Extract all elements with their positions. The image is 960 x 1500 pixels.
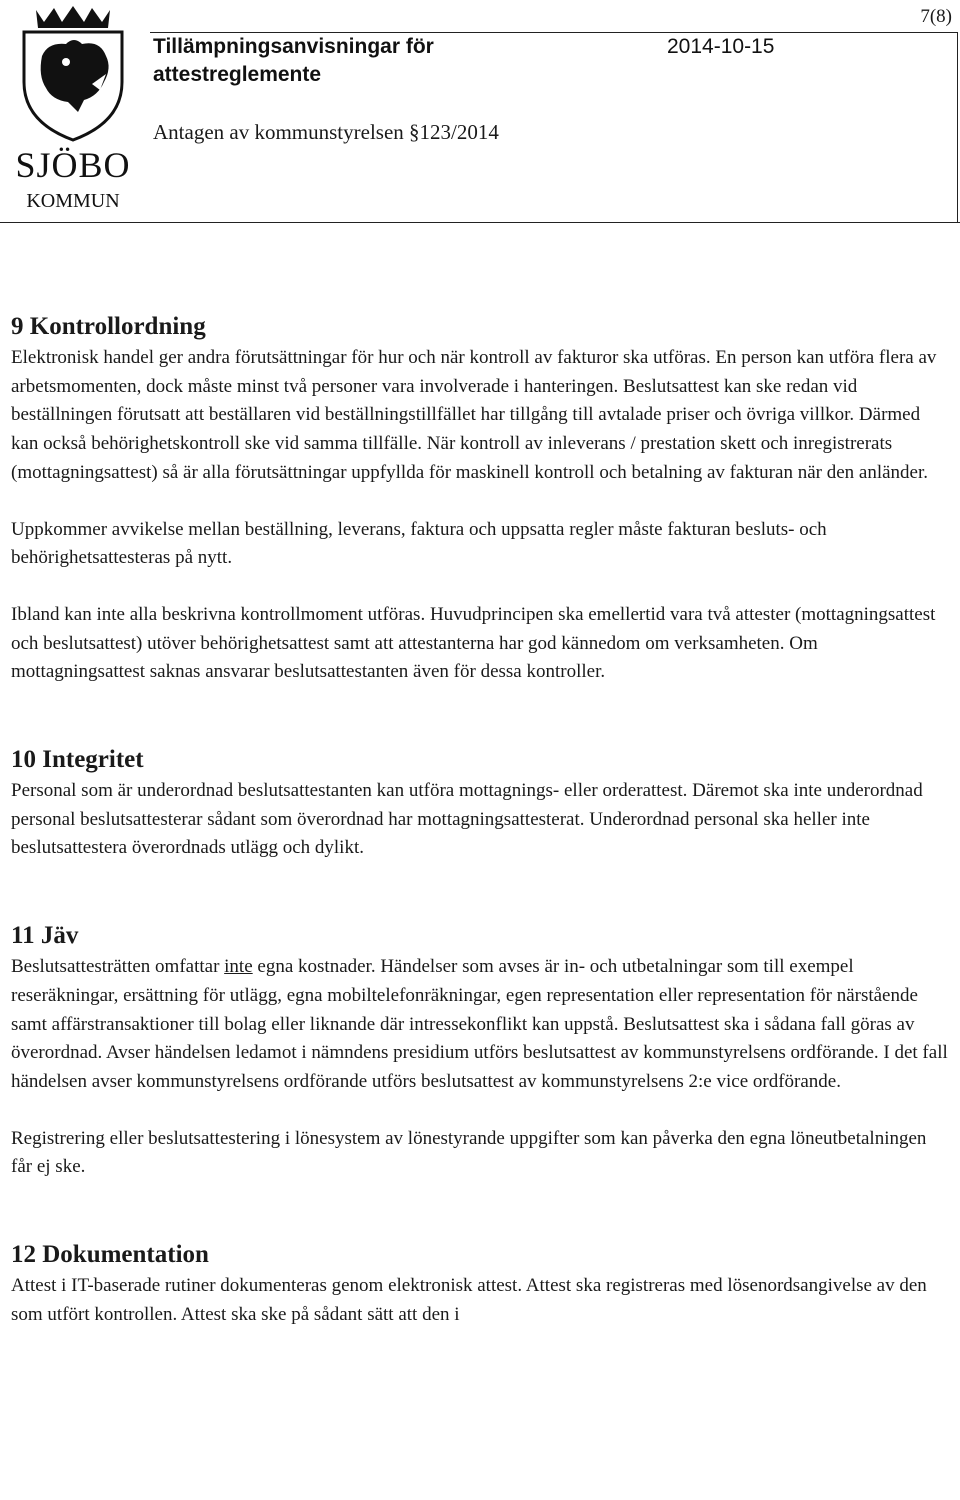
paragraph: Attest i IT-baserade rutiner dokumenteras genom elektronisk attest. Attest ska registreras med lösenordsangivelse av den som utfört kontrollen. Attest ska ske på sådant sätt att den i (11, 1275, 927, 1325)
page-number: 7(8) (920, 6, 952, 27)
paragraph: Ibland kan inte alla beskrivna kontrollmoment utföras. Huvudprincipen ska emellertid vara två attester (mottagningsattest och beslutsattest) utöver behörighetsattest samt att attestanterna har god kännedom om verksamheten. Om mottagningsattest saknas ansvarar beslutsattestanten även för dessa kontroller. (11, 603, 936, 683)
text-run: egna kostnader. Händelser som avses är in- och utbetalningar som till exempel reseräkningar, ersättning för utlägg, egna mobiltelefonräkningar, egen representation eller representation för närstående samt affärstransaktioner till bolag eller liknande där intressekonflikt kan uppstå. Beslutsattest ska i sådana fall göras av överordnad. Avser händelsen ledamot i nämndens presidium utförs beslutsattest av kommunstyrelsens ordförande. I det fall händelsen avser kommunstyrelsens ordförande utförs beslutsattest av kommunstyrelsens 2:e vice ordförande. (11, 956, 948, 1092)
section-integritet (11, 743, 951, 863)
text-run: Beslutsattesträtten omfattar (11, 956, 225, 978)
section-heading: 9 Kontrollordning (11, 313, 206, 340)
document-title: Tillämpningsanvisningar för attestreglemente (153, 35, 434, 86)
section-heading: 12 Dokumentation (11, 1241, 209, 1269)
section-heading: 10 Integritet (11, 746, 144, 774)
paragraph: Uppkommer avvikelse mellan beställning, leverans, faktura och uppsatta regler måste fakturan besluts- och behörighetsattesteras på nytt. (11, 518, 827, 569)
section-kontrollordning (11, 310, 951, 687)
header-bottom-rule (0, 222, 960, 223)
coat-of-arms-icon (8, 4, 138, 144)
document-date: 2014-10-15 (667, 35, 775, 58)
paragraph: Personal som är underordnad beslutsattestanten kan utföra mottagnings- eller orderattest. Däremot ska inte underordnad personal beslutsattesterar sådant som överordnad har mottagningsattesterat. Underordnad personal ska heller inte beslutsattestera överordnads utlägg och dylikt. (11, 780, 923, 859)
logo-subname: KOMMUN (26, 190, 120, 212)
section-jav (11, 919, 951, 1182)
underlined-word: inte (224, 956, 253, 978)
logo-name: SJÖBO (15, 145, 131, 185)
adoption-note: Antagen av kommunstyrelsen §123/2014 (153, 120, 499, 144)
section-dokumentation (11, 1238, 951, 1329)
document-header (0, 0, 960, 225)
section-heading: 11 Jäv (11, 922, 79, 950)
municipality-logo (8, 4, 138, 214)
header-side-rule (957, 32, 958, 222)
paragraph: Elektronisk handel ger andra förutsättningar för hur och när kontroll av fakturor ska utföras. En person kan utföra flera av arbetsmomenten, dock måste minst två personer vara involverade i hanteringen. Beslutsattest kan ske redan vid beställningen förutsatt att beställaren vid beställningstillfället har tillgång till avtalade priser och övriga villkor. Därmed kan också behörighetskontroll ske vid samma tillfälle. När kontroll av inleverans / prestation skett och inregistrerats (mottagningsattest) så är alla förutsättningar uppfyllda för maskinell kontroll och betalning av fakturan när den anländer. (11, 347, 937, 483)
paragraph: Registrering eller beslutsattestering i lönesystem av lönestyrande uppgifter som kan påverka den egna löneutbetalningen får ej ske. (11, 1127, 927, 1178)
paragraph (11, 953, 951, 1097)
document-body (11, 310, 951, 1329)
